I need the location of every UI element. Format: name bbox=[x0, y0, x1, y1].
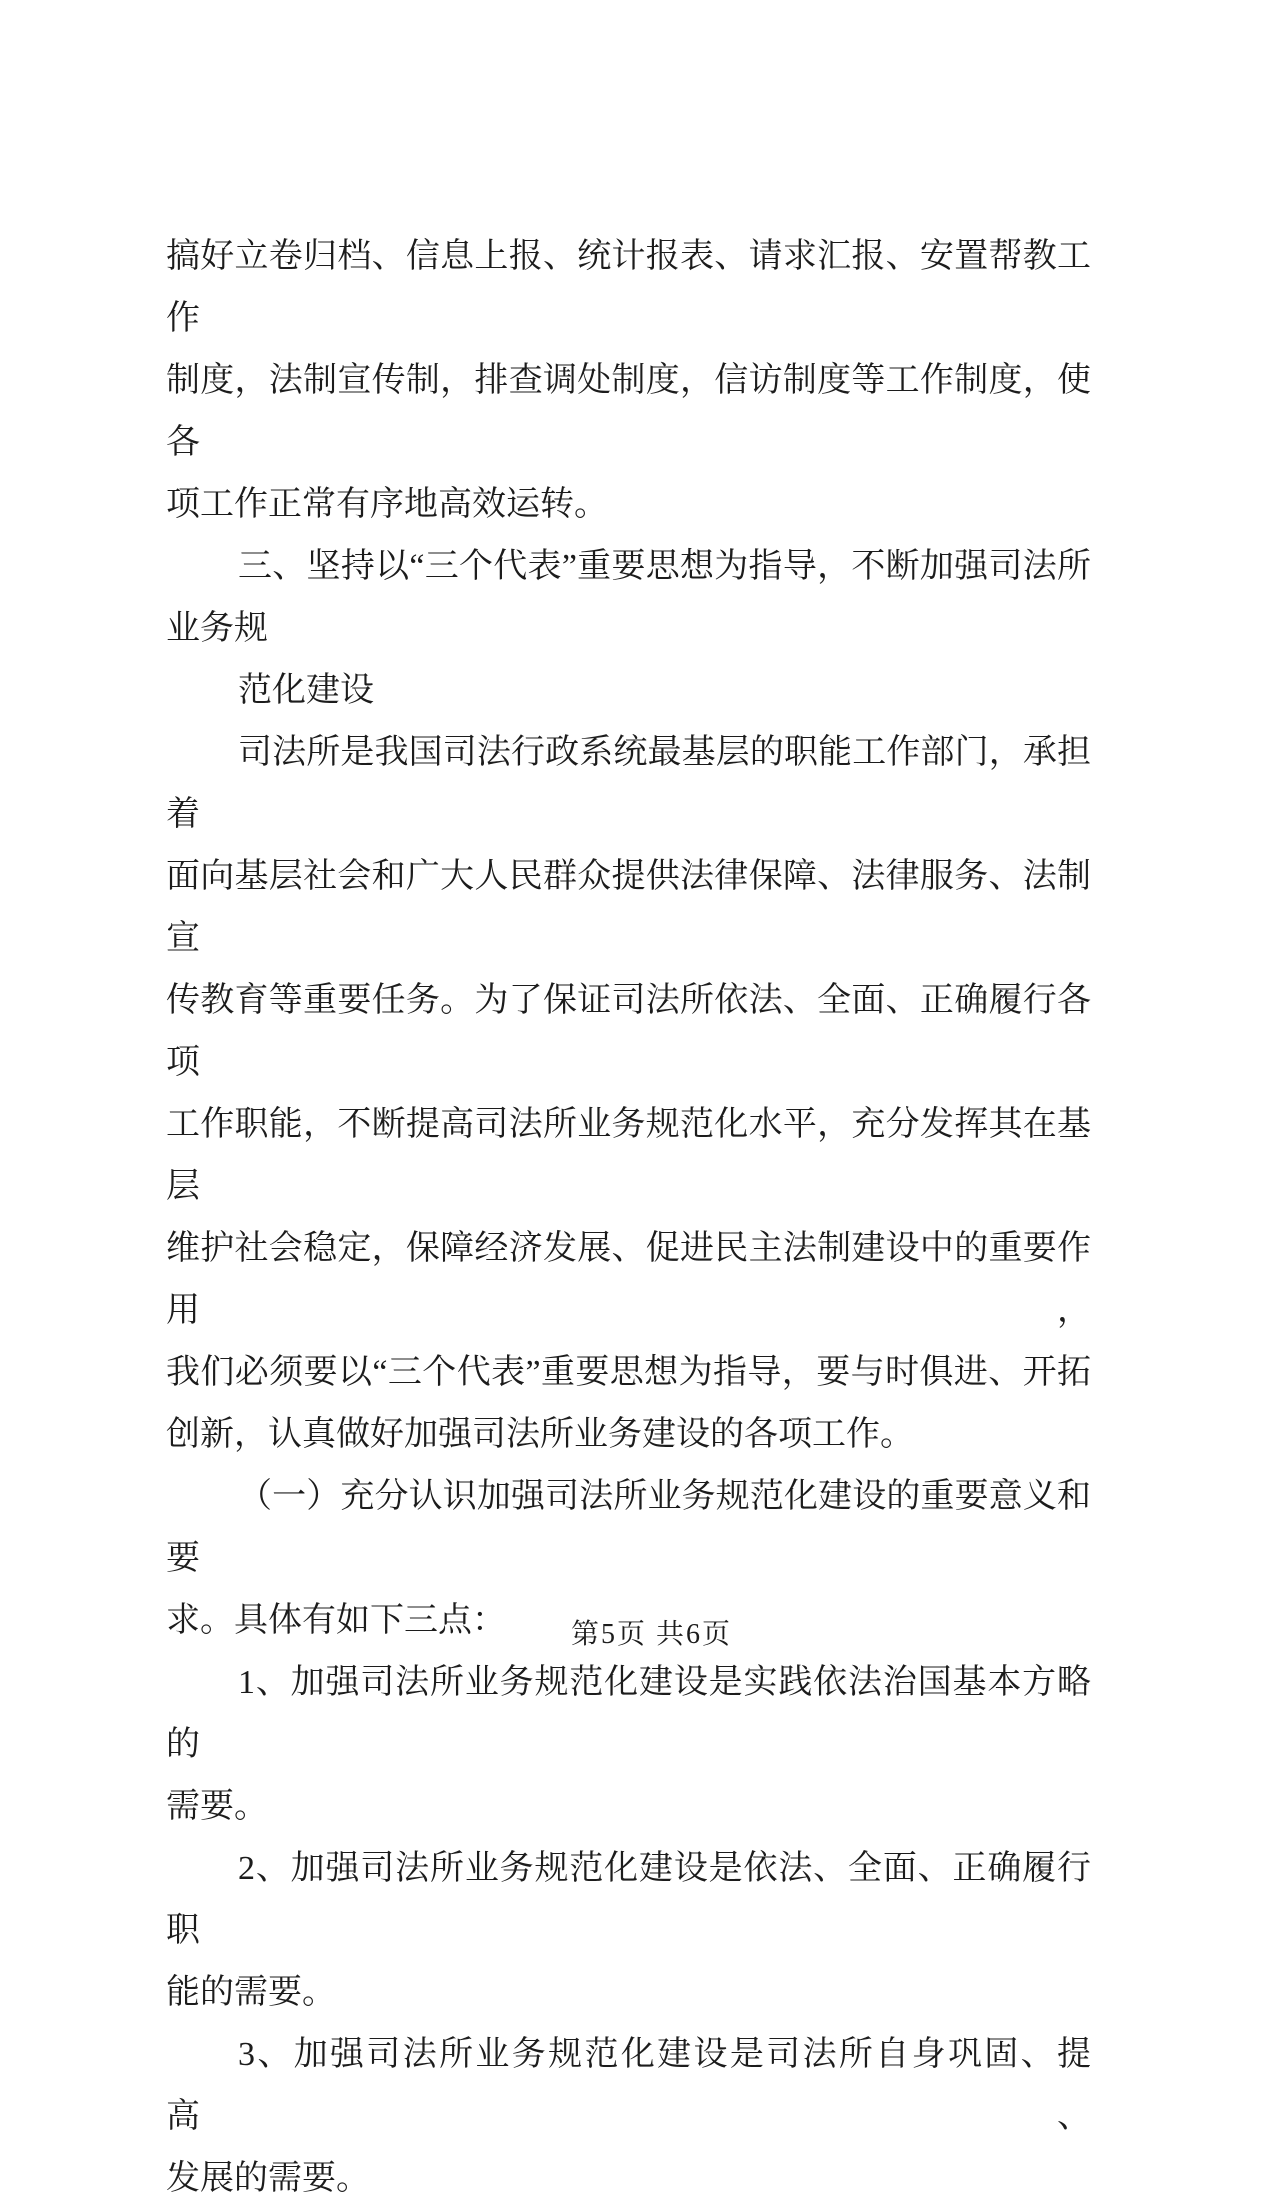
page-number-footer: 第5页 共6页 bbox=[570, 1619, 732, 1650]
text-line-list-item: 2、加强司法所业务规范化建设是依法、全面、正确履行职 bbox=[166, 1850, 1091, 1949]
text-line-list-item: 需要。 bbox=[166, 1788, 268, 1825]
text-line-list-item: 发展的需要。 bbox=[166, 2160, 370, 2197]
text-line-list-item: 能的需要。 bbox=[166, 1974, 336, 2011]
text-line: 求。具体有如下三点： bbox=[166, 1602, 506, 1639]
text-line-list-item: 3、加强司法所业务规范化建设是司法所自身巩固、提高、 bbox=[166, 2036, 1091, 2135]
text-line: 搞好立卷归档、信息上报、统计报表、请求汇报、安置帮教工作 bbox=[166, 238, 1091, 337]
text-line: （一）充分认识加强司法所业务规范化建设的重要意义和要 bbox=[166, 1478, 1091, 1577]
text-line-heading: 三、坚持以“三个代表”重要思想为指导，不断加强司法所 bbox=[238, 548, 1091, 585]
document-body bbox=[166, 226, 1091, 2210]
text-line: 项工作正常有序地高效运转。 bbox=[166, 486, 608, 523]
text-line: 维护社会稳定，保障经济发展、促进民主法制建设中的重要作用， bbox=[166, 1230, 1091, 1329]
text-line: 制度，法制宣传制，排查调处制度，信访制度等工作制度，使各 bbox=[166, 362, 1091, 461]
text-line-heading: 业务规 bbox=[166, 610, 268, 647]
text-line-list-item: 1、加强司法所业务规范化建设是实践依法治国基本方略的 bbox=[166, 1664, 1091, 1763]
text-line: 传教育等重要任务。为了保证司法所依法、全面、正确履行各项 bbox=[166, 982, 1091, 1081]
text-line: 我们必须要以“三个代表”重要思想为指导，要与时俱进、开拓 bbox=[166, 1354, 1091, 1391]
text-line: 司法所是我国司法行政系统最基层的职能工作部门，承担着 bbox=[166, 734, 1091, 833]
text-line: 创新，认真做好加强司法所业务建设的各项工作。 bbox=[166, 1416, 914, 1453]
text-line-heading: 范化建设 bbox=[238, 672, 374, 709]
text-line: 面向基层社会和广大人民群众提供法律保障、法律服务、法制宣 bbox=[166, 858, 1091, 957]
text-line: 工作职能，不断提高司法所业务规范化水平，充分发挥其在基层 bbox=[166, 1106, 1091, 1205]
